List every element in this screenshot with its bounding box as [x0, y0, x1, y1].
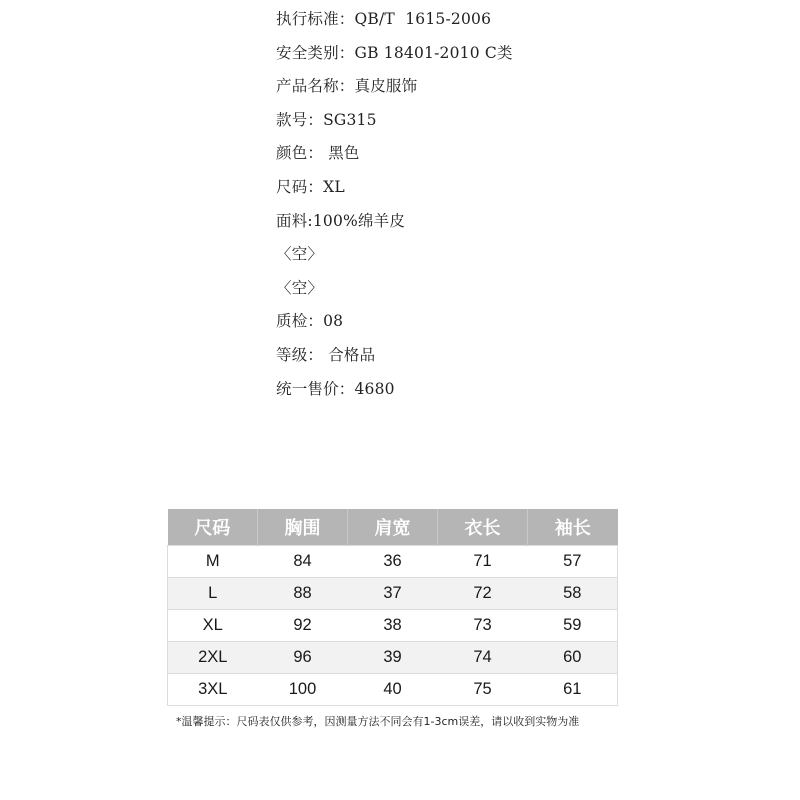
size-chart-table	[167, 509, 618, 706]
size-chart-header-row	[168, 509, 618, 546]
cell-chest: 100	[258, 674, 348, 706]
cell-size: XL	[168, 610, 258, 642]
label-empty-2: 〈空〉	[276, 278, 324, 297]
label-standard: 执行标准：QB/T 1615-2006	[276, 10, 492, 28]
cell-length: 73	[438, 610, 528, 642]
header-shoulder: 肩宽	[348, 509, 438, 546]
header-length: 衣长	[438, 509, 528, 546]
label-empty-1: 〈空〉	[276, 245, 324, 264]
cell-sleeve: 58	[528, 578, 618, 610]
table-row	[168, 642, 618, 674]
cell-shoulder: 40	[348, 674, 438, 706]
label-fabric: 面料:100%绵羊皮	[276, 211, 406, 230]
cell-chest: 92	[258, 610, 348, 642]
cell-sleeve: 60	[528, 642, 618, 674]
table-row	[168, 610, 618, 642]
cell-sleeve: 57	[528, 546, 618, 578]
product-label-list	[276, 6, 513, 409]
label-size: 尺码：XL	[276, 177, 345, 196]
header-size: 尺码	[168, 509, 258, 546]
label-color: 颜色： 黑色	[276, 144, 360, 163]
label-quality-check: 质检：08	[276, 312, 344, 331]
cell-size: L	[168, 578, 258, 610]
cell-size: 3XL	[168, 674, 258, 706]
cell-length: 71	[438, 546, 528, 578]
cell-chest: 96	[258, 642, 348, 674]
size-disclaimer-note: *温馨提示：尺码表仅供参考，因测量方法不同会有1-3cm误差，请以收到实物为准	[176, 715, 580, 728]
cell-length: 74	[438, 642, 528, 674]
label-grade: 等级： 合格品	[276, 345, 376, 364]
label-style-number: 款号：SG315	[276, 110, 377, 129]
cell-size: M	[168, 546, 258, 578]
label-product-name: 产品名称：真皮服饰	[276, 77, 418, 96]
table-row	[168, 546, 618, 578]
cell-shoulder: 39	[348, 642, 438, 674]
cell-size: 2XL	[168, 642, 258, 674]
cell-shoulder: 36	[348, 546, 438, 578]
cell-length: 75	[438, 674, 528, 706]
cell-chest: 88	[258, 578, 348, 610]
cell-sleeve: 61	[528, 674, 618, 706]
header-chest: 胸围	[258, 509, 348, 546]
label-safety-category: 安全类别：GB 18401-2010 C类	[276, 43, 513, 62]
label-price: 统一售价：4680	[276, 379, 395, 398]
header-sleeve: 袖长	[528, 509, 618, 546]
cell-chest: 84	[258, 546, 348, 578]
cell-sleeve: 59	[528, 610, 618, 642]
table-row	[168, 674, 618, 706]
table-row	[168, 578, 618, 610]
cell-shoulder: 38	[348, 610, 438, 642]
cell-length: 72	[438, 578, 528, 610]
cell-shoulder: 37	[348, 578, 438, 610]
